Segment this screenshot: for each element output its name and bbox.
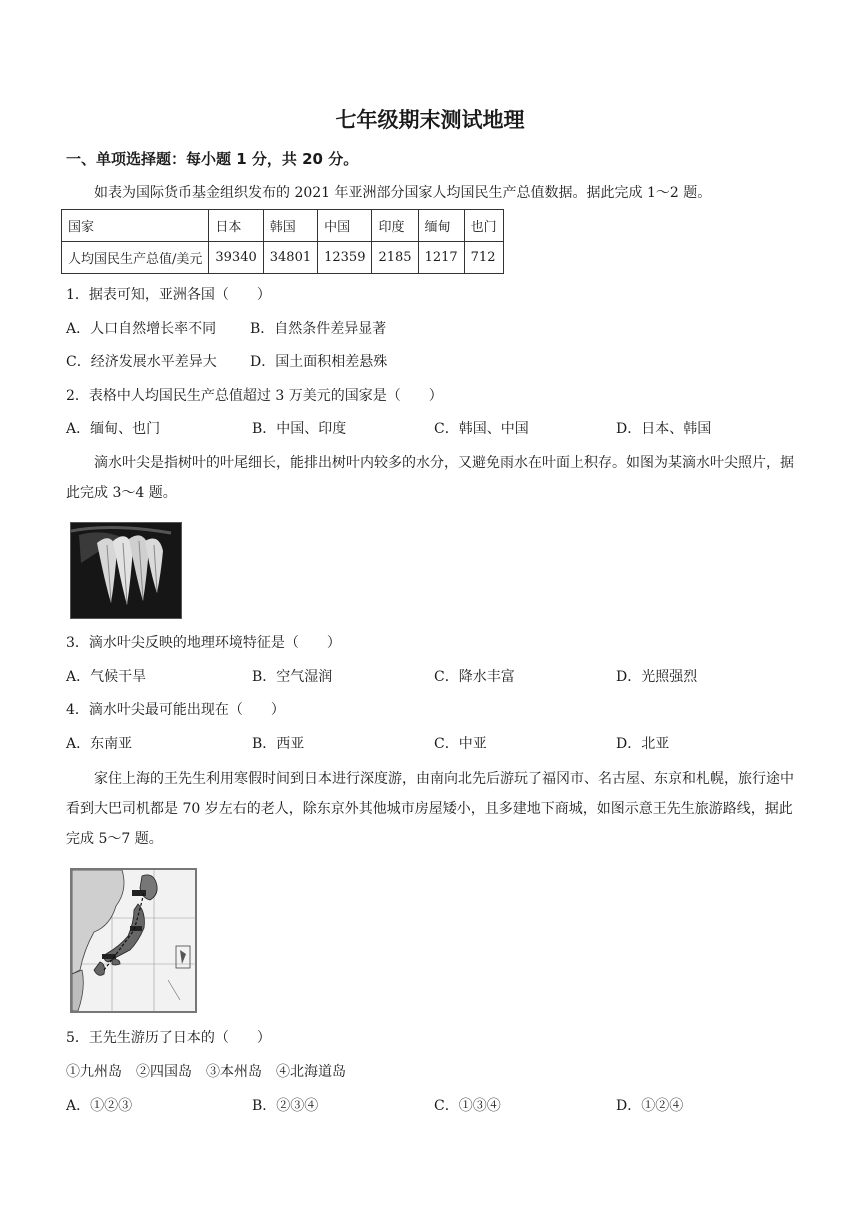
table-cell: 中国 bbox=[318, 210, 372, 242]
option-c: C．中亚 bbox=[434, 736, 487, 752]
option-d: D．光照强烈 bbox=[616, 669, 698, 685]
table-cell: 34801 bbox=[263, 242, 317, 274]
option-a: A．①②③ bbox=[66, 1098, 133, 1114]
table-cell: 日本 bbox=[209, 210, 263, 242]
option-d: D．北亚 bbox=[616, 736, 670, 752]
table-cell: 1217 bbox=[418, 242, 464, 274]
option-a: A．东南亚 bbox=[66, 736, 133, 752]
option-c: C．经济发展水平差异大 bbox=[66, 354, 217, 370]
table-cell: 39340 bbox=[209, 242, 263, 274]
table-cell: 韩国 bbox=[263, 210, 317, 242]
option-a: A．气候干旱 bbox=[66, 669, 147, 685]
table-cell: 12359 bbox=[318, 242, 372, 274]
table-cell: 国家 bbox=[62, 210, 209, 242]
table-header-row bbox=[62, 210, 504, 242]
option-a: A．缅甸、也门 bbox=[66, 421, 161, 437]
option-a: A．人口自然增长率不同 bbox=[66, 321, 217, 337]
option-d: D．国土面积相差悬殊 bbox=[250, 354, 388, 370]
table-cell: 2185 bbox=[372, 242, 418, 274]
map-drawing bbox=[72, 870, 195, 1011]
gdp-table bbox=[61, 209, 504, 274]
question-2-stem: 2．表格中人均国民生产总值超过 3 万美元的国家是（ ） bbox=[66, 388, 443, 404]
table-row bbox=[62, 242, 504, 274]
table-cell: 缅甸 bbox=[418, 210, 464, 242]
table-cell: 也门 bbox=[464, 210, 503, 242]
question-1-stem: 1．据表可知，亚洲各国（ ） bbox=[66, 287, 271, 303]
page-title: 七年级期末测试地理 bbox=[335, 108, 525, 132]
intro-paragraph-3: 家住上海的王先生利用寒假时间到日本进行深度游，由南向北先后游玩了福冈市、名古屋、东京和札幌，旅行途中看到大巴司机都是 70 岁左右的老人，除东京外其他城市房屋矮小，且多建地下商城，如图示意王先生旅游路线，据此完成 5～7 题。 bbox=[66, 771, 794, 847]
japan-route-map bbox=[70, 868, 197, 1013]
option-b: B．②③④ bbox=[252, 1098, 319, 1114]
question-4-stem: 4．滴水叶尖最可能出现在（ ） bbox=[66, 702, 285, 718]
option-c: C．韩国、中国 bbox=[434, 421, 529, 437]
intro-paragraph-1: 如表为国际货币基金组织发布的 2021 年亚洲部分国家人均国民生产总值数据。据此完成 1～2 题。 bbox=[94, 185, 712, 201]
intro-paragraph-2: 滴水叶尖是指树叶的叶尾细长，能排出树叶内较多的水分，又避免雨水在叶面上积存。如图为某滴水叶尖照片，据此完成 3～4 题。 bbox=[66, 455, 794, 501]
question-5-stem: 5．王先生游历了日本的（ ） bbox=[66, 1030, 271, 1046]
option-b: B．中国、印度 bbox=[252, 421, 347, 437]
leaf-drawing bbox=[71, 523, 181, 618]
option-b: B．西亚 bbox=[252, 736, 305, 752]
drip-tip-leaf-photo bbox=[70, 522, 182, 619]
question-3-stem: 3．滴水叶尖反映的地理环境特征是（ ） bbox=[66, 635, 341, 651]
table-cell: 712 bbox=[464, 242, 503, 274]
option-c: C．①③④ bbox=[434, 1098, 501, 1114]
section-heading: 一、单项选择题：每小题 1 分，共 20 分。 bbox=[66, 150, 359, 168]
table-cell: 人均国民生产总值/美元 bbox=[62, 242, 209, 274]
option-b: B．空气湿润 bbox=[252, 669, 333, 685]
option-b: B．自然条件差异显著 bbox=[250, 321, 387, 337]
question-5-choices: ①九州岛 ②四国岛 ③本州岛 ④北海道岛 bbox=[66, 1064, 346, 1080]
option-d: D．日本、韩国 bbox=[616, 421, 712, 437]
table-cell: 印度 bbox=[372, 210, 418, 242]
option-c: C．降水丰富 bbox=[434, 669, 515, 685]
option-d: D．①②④ bbox=[616, 1098, 684, 1114]
